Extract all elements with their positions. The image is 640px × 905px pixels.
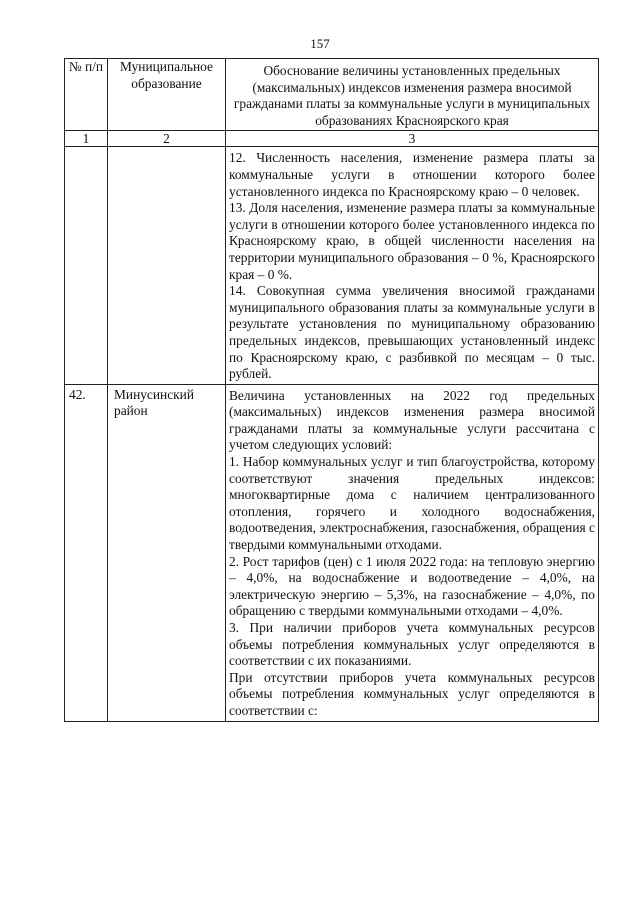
paragraph: 1. Набор коммунальных услуг и тип благоустройства, которому соответствуют значения предельных индексов: многоквартирные дома с наличием централизованного отопления, горячего и холодного водоснабжения, водоотведения, электроснабжения, газоснабжения, обращения с твердыми коммунальными отходами. (229, 454, 595, 553)
row-number: 42. (65, 384, 108, 721)
paragraph: 12. Численность населения, изменение размера платы за коммунальные услуги в отношении которого более установленного индекса по Красноярскому краю – 0 человек. (229, 150, 595, 199)
table-row (65, 384, 599, 721)
justification-table (64, 58, 599, 722)
paragraph: 2. Рост тарифов (цен) с 1 июля 2022 года: на тепловую энергию – 4,0%, на водоснабжение и водоотведение – 4,0%, на электрическую энергию – 5,3%, на газоснабжение – 4,0%, по обращению с твердыми коммунальными отходами – 4,0%. (229, 553, 595, 619)
table-row (65, 147, 599, 384)
column-number: 1 (65, 131, 108, 147)
continuation-cell (226, 147, 599, 384)
column-numbers-row (65, 131, 599, 147)
column-number: 3 (226, 131, 599, 147)
justification-cell (226, 384, 599, 721)
paragraph: При отсутствии приборов учета коммунальных ресурсов объемы потребления коммунальных услуг определяются в соответствии с: (229, 669, 595, 718)
paragraph: Величина установленных на 2022 год предельных (максимальных) индексов изменения размера вносимой гражданами платы за коммунальные услуги рассчитана с учетом следующих условий: (229, 387, 595, 453)
paragraph: 3. При наличии приборов учета коммунальных ресурсов объемы потребления коммунальных услуг определяются в соответствии с их показаниями. (229, 620, 595, 669)
header-justification: Обоснование величины установленных предельных (максимальных) индексов изменения размера вносимой гражданами платы за коммунальные услуги в муниципальных образованиях Красноярского края (226, 59, 599, 131)
empty-cell (108, 147, 226, 384)
column-number: 2 (108, 131, 226, 147)
header-row-number: № п/п (65, 59, 108, 131)
page-number: 157 (310, 36, 330, 51)
table-header-row (65, 59, 599, 131)
paragraph: 13. Доля населения, изменение размера платы за коммунальные услуги в отношении которого более установленного индекса по Красноярскому краю, в общей численности населения на территории муниципального образования – 0 %, Красноярского края – 0 %. (229, 200, 595, 282)
empty-cell (65, 147, 108, 384)
paragraph: 14. Совокупная сумма увеличения вносимой гражданами муниципального образования платы за коммунальные услуги в результате установления по муниципальному образованию предельных индексов, превышающих установленный индекс по Красноярскому краю, с разбивкой по месяцам – 0 тыс. рублей. (229, 283, 595, 382)
municipality-name: Минусинский район (108, 384, 226, 721)
header-municipality: Муниципальное образование (108, 59, 226, 131)
